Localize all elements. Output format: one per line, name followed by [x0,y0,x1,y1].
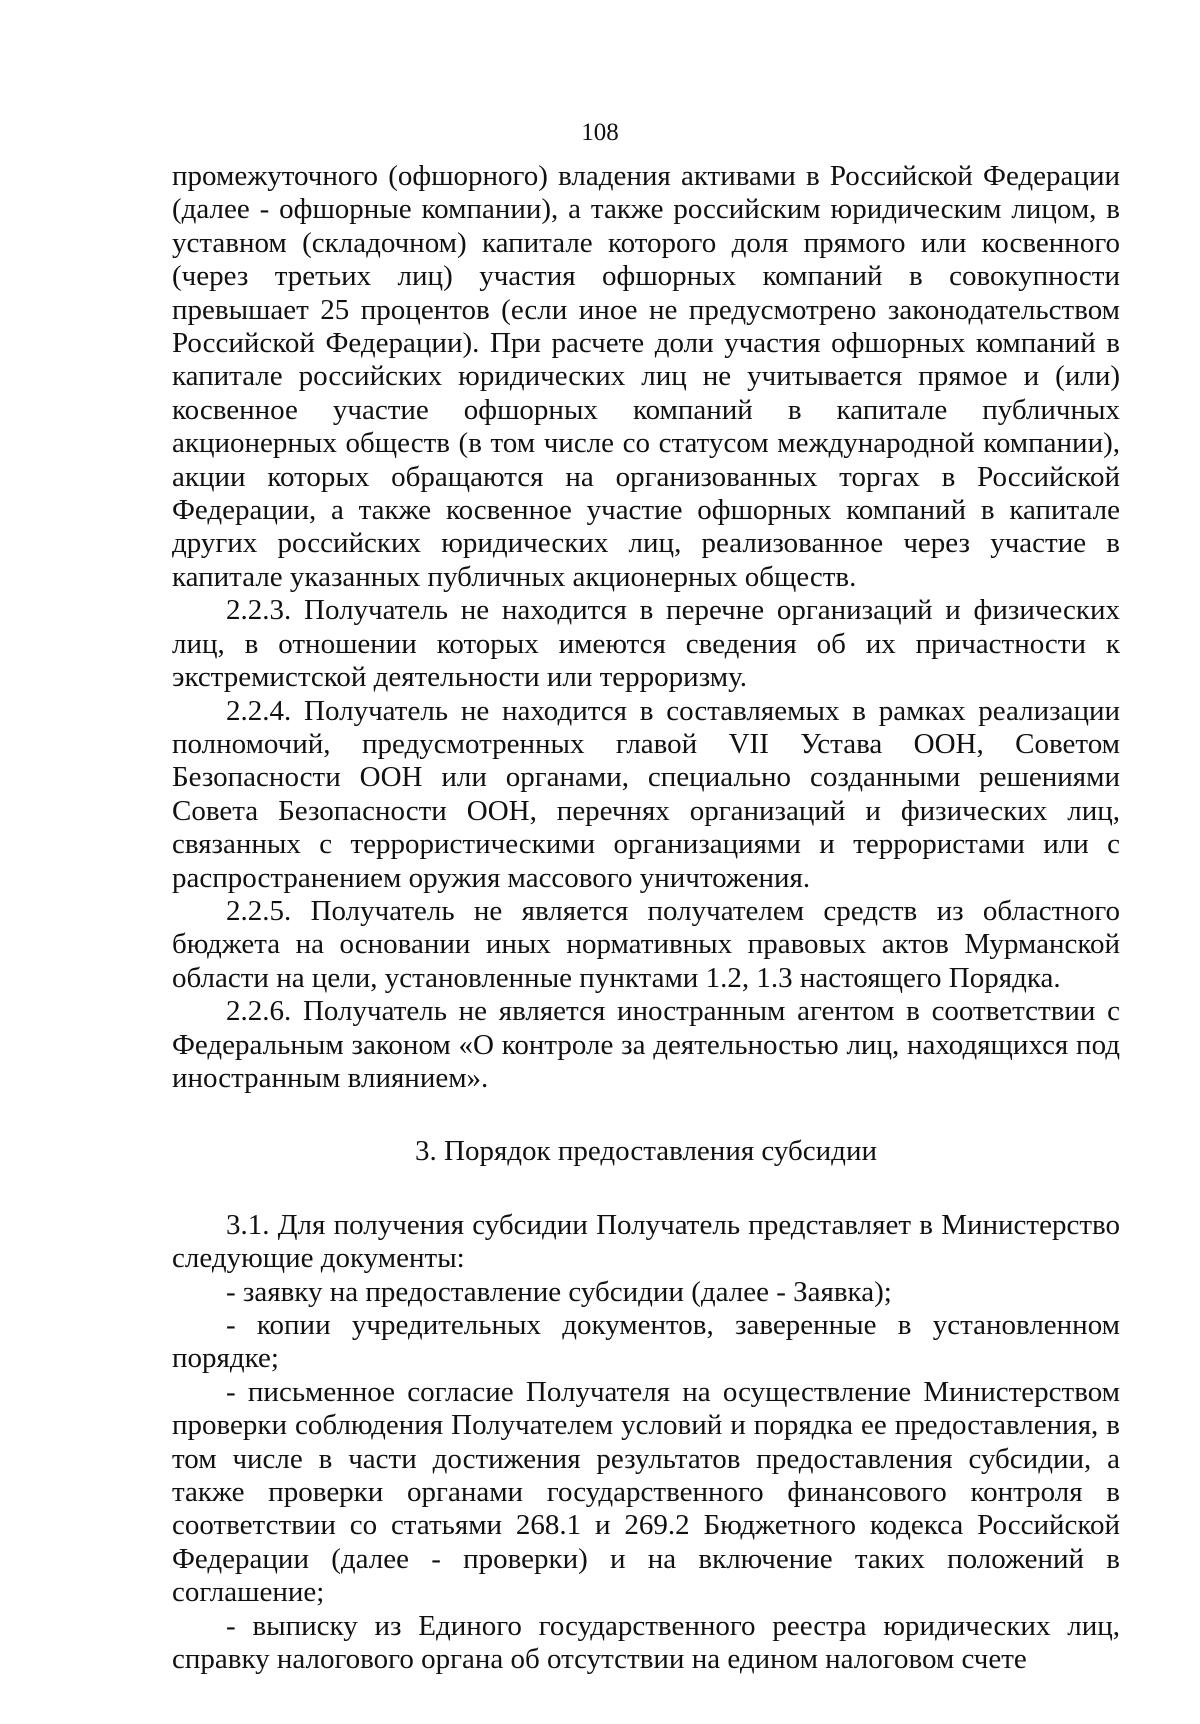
paragraph-2-2-5: 2.2.5. Получатель не является получателем средств из областного бюджета на основании иных нормативных правовых актов Мурманской области на цели, установленные пунктами 1.2, 1.3 настоящего Порядка. [172,894,1120,994]
list-item-registry-extract: - выписку из Единого государственного реестра юридических лиц, справку налогового органа об отсутствии на едином налоговом счете [172,1609,1120,1676]
list-item-application: - заявку на предоставление субсидии (далее - Заявка); [226,1275,892,1308]
paragraph-3-1: 3.1. Для получения субсидии Получатель представляет в Министерство следующие документы: [172,1208,1120,1275]
paragraph-2-2-4: 2.2.4. Получатель не находится в составляемых в рамках реализации полномочий, предусмотренных главой VII Устава ООН, Советом Безопасности ООН или органами, специально созданными решениями Совета Безопасности ООН, перечнях организаций и физических лиц, связанных с террористическими организациями и террористами или с распространением оружия массового уничтожения. [172,694,1120,894]
list-item-written-consent: - письменное согласие Получателя на осуществление Министерством проверки соблюдения Получателем условий и порядка ее предоставления, в том числе в части достижения результатов предоставления субсидии, а также проверки органами государственного финансового контроля в соответствии со статьями 268.1 и 269.2 Бюджетного кодекса Российской Федерации (далее - проверки) и на включение таких положений в соглашение; [172,1375,1120,1609]
document-body [172,160,1120,1676]
page-number: 108 [581,119,619,146]
section-title-3: 3. Порядок предоставления субсидии [415,1135,877,1168]
paragraph-2-2-6: 2.2.6. Получатель не является иностранным агентом в соответствии с Федеральным законом «О контроле за деятельностью лиц, находящихся под иностранным влиянием». [172,995,1120,1094]
list-item-founding-documents: - копии учредительных документов, заверенные в установленном порядке; [172,1309,1120,1375]
paragraph-2-2-3: 2.2.3. Получатель не находится в перечне организаций и физических лиц, в отношении которых имеются сведения об их причастности к экстремистской деятельности или терроризму. [172,594,1120,694]
paragraph-offshore-continuation: промежуточного (офшорного) владения активами в Российской Федерации (далее - офшорные компании), а также российским юридическим лицом, в уставном (складочном) капитале которого доля прямого или косвенного (через третьих лиц) участия офшорных компаний в совокупности превышает 25 процентов (если иное не предусмотрено законодательством Российской Федерации). При расчете доли участия офшорных компаний в капитале российских юридических лиц не учитывается прямое и (или) косвенное участие офшорных компаний в капитале публичных акционерных обществ (в том числе со статусом международной компании), акции которых обращаются на организованных торгах в Российской Федерации, а также косвенное участие офшорных компаний в капитале других российских юридических лиц, реализованное через участие в капитале указанных публичных акционерных обществ. [172,160,1120,593]
